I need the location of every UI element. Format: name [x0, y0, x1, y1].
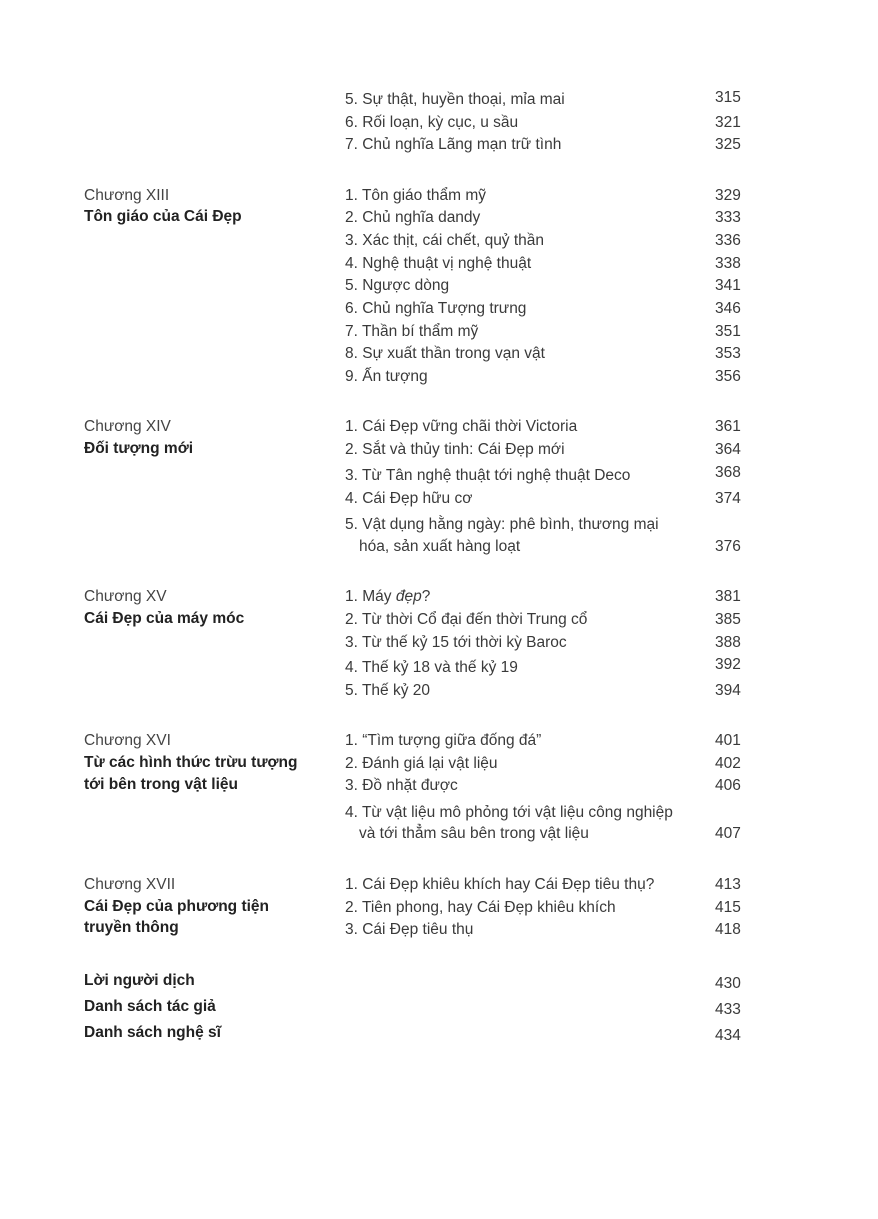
toc-entry-suffix: ? — [421, 588, 431, 605]
toc-page-number: 392 — [715, 656, 741, 673]
toc-page-number: 376 — [715, 538, 741, 555]
toc-entry: 8. Sự xuất thần trong vạn vật — [345, 345, 545, 362]
toc-page-number: 356 — [715, 368, 741, 385]
chapter-label: Chương XVII — [84, 876, 176, 893]
toc-entry-continuation: hóa, sản xuất hàng loạt — [359, 538, 521, 555]
toc-entry-emphasis: đẹp — [395, 588, 422, 605]
toc-entry-continuation: và tới thẳm sâu bên trong vật liệu — [359, 825, 589, 842]
toc-page-number: 388 — [715, 634, 741, 651]
chapter-title: Đối tượng mới — [84, 440, 194, 457]
toc-page-number: 329 — [715, 187, 741, 204]
chapter-title-line1: Cái Đẹp của phương tiện — [84, 898, 270, 915]
toc-page-number: 325 — [715, 136, 741, 153]
toc-page-number: 415 — [715, 899, 741, 916]
toc-page-number: 402 — [715, 755, 741, 772]
toc-entry: 2. Sắt và thủy tinh: Cái Đẹp mới — [345, 441, 565, 458]
toc-entry: 3. Từ Tân nghệ thuật tới nghệ thuật Deco — [345, 467, 631, 484]
toc-page-number: 351 — [715, 323, 741, 340]
toc-entry: 3. Cái Đẹp tiêu thụ — [345, 921, 474, 938]
toc-page-number: 381 — [715, 588, 741, 605]
toc-entry: 5. Thế kỷ 20 — [345, 682, 431, 699]
toc-entry: 7. Thần bí thẩm mỹ — [345, 323, 479, 340]
toc-entry: 3. Đồ nhặt được — [345, 777, 458, 794]
toc-entry: 3. Xác thịt, cái chết, quỷ thần — [345, 232, 545, 249]
chapter-label: Chương XIII — [84, 187, 170, 204]
toc-entry: 4. Cái Đẹp hữu cơ — [345, 490, 473, 507]
toc-entry: 4. Nghệ thuật vị nghệ thuật — [345, 255, 532, 272]
toc-page-number: 321 — [715, 114, 741, 131]
toc-entry: 6. Chủ nghĩa Tượng trưng — [345, 300, 527, 317]
toc-page-number: 413 — [715, 876, 741, 893]
toc-page-number: 430 — [715, 975, 741, 992]
chapter-title-line2: tới bên trong vật liệu — [84, 776, 238, 793]
toc-entry: 2. Từ thời Cổ đại đến thời Trung cổ — [345, 611, 588, 628]
toc-page-number: 333 — [715, 209, 741, 226]
toc-page-number: 341 — [715, 277, 741, 294]
toc-page-number: 433 — [715, 1001, 741, 1018]
toc-page-number: 385 — [715, 611, 741, 628]
toc-entry: 7. Chủ nghĩa Lãng mạn trữ tình — [345, 136, 562, 153]
toc-page-number: 374 — [715, 490, 741, 507]
toc-page-number: 338 — [715, 255, 741, 272]
toc-page-number: 361 — [715, 418, 741, 435]
chapter-title-line2: truyền thông — [84, 919, 179, 936]
end-matter-title: Danh sách nghệ sĩ — [84, 1024, 221, 1041]
chapter-label: Chương XVI — [84, 732, 171, 749]
toc-entry: 9. Ấn tượng — [345, 368, 428, 385]
toc-entry: 5. Ngược dòng — [345, 277, 450, 294]
toc-entry: 1. Cái Đẹp vững chãi thời Victoria — [345, 418, 578, 435]
toc-page-number: 346 — [715, 300, 741, 317]
toc-entry-prefix: 1. Máy — [345, 588, 396, 605]
chapter-title: Tôn giáo của Cái Đẹp — [84, 208, 242, 225]
chapter-label: Chương XV — [84, 588, 167, 605]
toc-page-number: 364 — [715, 441, 741, 458]
toc-page-number: 418 — [715, 921, 741, 938]
toc-entry: 4. Từ vật liệu mô phỏng tới vật liệu công nghiệp — [345, 804, 673, 821]
toc-page-number: 406 — [715, 777, 741, 794]
toc-page-number: 407 — [715, 825, 741, 842]
toc-page-number: 336 — [715, 232, 741, 249]
toc-entry: 6. Rối loạn, kỳ cục, u sầu — [345, 114, 519, 131]
chapter-title-line1: Từ các hình thức trừu tượng — [84, 754, 298, 771]
toc-entry — [345, 587, 430, 607]
toc-page-number: 394 — [715, 682, 741, 699]
toc-page-number: 368 — [715, 464, 741, 481]
toc-entry: 2. Đánh giá lại vật liệu — [345, 755, 498, 772]
toc-entry: 2. Chủ nghĩa dandy — [345, 209, 481, 226]
toc-entry: 1. Cái Đẹp khiêu khích hay Cái Đẹp tiêu thụ? — [345, 876, 655, 893]
toc-entry: 1. Tôn giáo thẩm mỹ — [345, 187, 487, 204]
toc-page-number: 353 — [715, 345, 741, 362]
toc-entry: 2. Tiên phong, hay Cái Đẹp khiêu khích — [345, 899, 616, 916]
toc-page-number: 401 — [715, 732, 741, 749]
toc-entry: 3. Từ thế kỷ 15 tới thời kỳ Baroc — [345, 634, 567, 651]
toc-page-number: 434 — [715, 1027, 741, 1044]
toc-entry: 4. Thế kỷ 18 và thế kỷ 19 — [345, 659, 518, 676]
toc-entry: 1. “Tìm tượng giữa đống đá” — [345, 732, 542, 749]
toc-page-number: 315 — [715, 89, 741, 106]
end-matter-title: Danh sách tác giả — [84, 998, 216, 1015]
end-matter-title: Lời người dịch — [84, 972, 195, 989]
toc-entry: 5. Sự thật, huyền thoại, mỉa mai — [345, 91, 565, 108]
chapter-title: Cái Đẹp của máy móc — [84, 610, 245, 627]
toc-entry: 5. Vật dụng hằng ngày: phê bình, thương mại — [345, 516, 659, 533]
chapter-label: Chương XIV — [84, 418, 171, 435]
